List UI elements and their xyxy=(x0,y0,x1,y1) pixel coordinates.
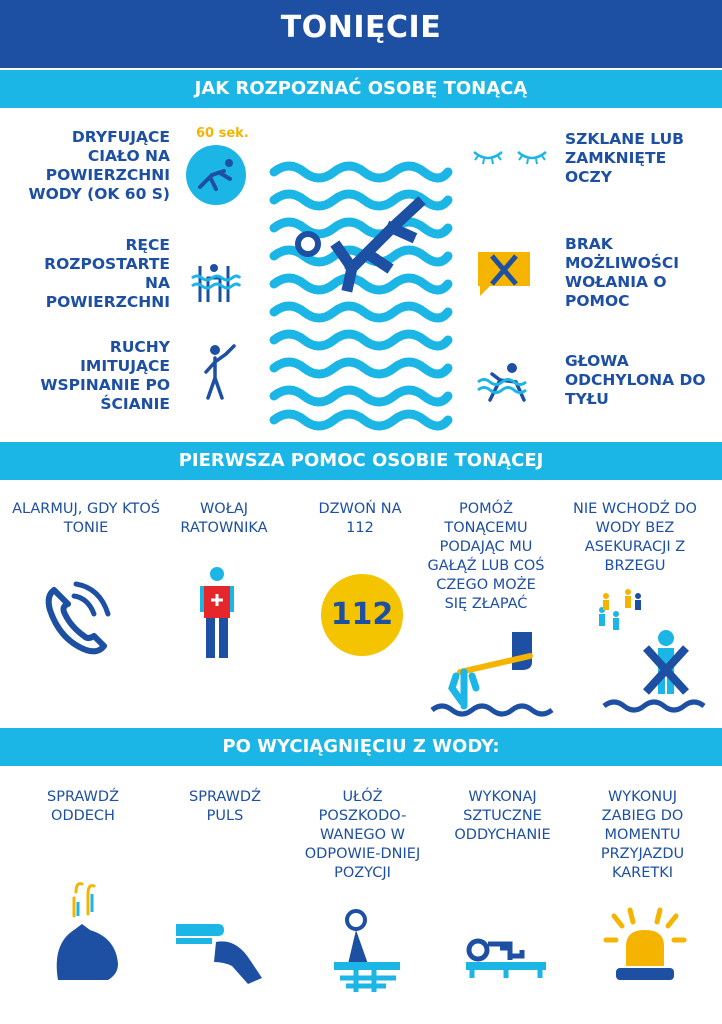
drowning-waves-illustration xyxy=(268,158,452,426)
phone-icon xyxy=(44,580,114,654)
no-entry-water-icon xyxy=(594,586,716,718)
sign-spread-arms-text: RĘCE ROZPOSTARTE NA POWIERZCHNI xyxy=(44,236,170,311)
branch-rescue-icon xyxy=(430,624,556,720)
step-call-lifeguard-text: WOŁAJ RATOWNIKA xyxy=(180,501,268,536)
check-pulse-icon xyxy=(176,918,266,984)
step-position-text: UŁÓŻ POSZKODO-WANEGO W ODPOWIE-DNIEJ POZYCJI xyxy=(304,789,421,881)
ambulance-light-icon xyxy=(606,910,684,982)
step-check-pulse-text: SPRAWDŹ PULS xyxy=(189,789,261,824)
sign-no-call-text: BRAK MOŻLIWOŚCI WOŁANIA O POMOC xyxy=(565,235,680,310)
step-until-ambulance-text: WYKONUJ ZABIEG DO MOMENTU PRZYJAZDU KARETKI xyxy=(600,789,685,881)
recovery-position-icon xyxy=(334,908,400,994)
step-dial-112-text: DZWOŃ NA 112 xyxy=(318,501,402,536)
check-breath-icon xyxy=(52,880,128,986)
step-alarm-text: ALARMUJ, GDY KTOŚ TONIE xyxy=(12,501,160,536)
climbing-motion-icon xyxy=(200,342,240,402)
sign-floating-body-text: DRYFUJĄCE CIAŁO NA POWIERZCHNI WODY (OK 60 S) xyxy=(28,128,170,203)
section-header-first-aid: PIERWSZA POMOC OSOBIE TONĄCEJ xyxy=(0,442,722,480)
lifeguard-icon xyxy=(200,566,234,662)
sign-climbing-text: RUCHY IMITUJĄCE WSPINANIE PO ŚCIANIE xyxy=(40,338,170,413)
section-header-after-rescue: PO WYCIĄGNIĘCIU Z WODY: xyxy=(0,728,722,766)
step-rescue-breathing-text: WYKONAJ SZTUCZNE ODDYCHANIE xyxy=(454,789,551,843)
page-title: TONIĘCIE xyxy=(280,10,442,45)
floating-body-icon xyxy=(186,145,246,205)
step-branch-text: POMÓŻ TONĄCEMU PODAJĄC MU GAŁĄŹ LUB COŚ CZEGO MOŻE SIĘ ZŁAPAĆ xyxy=(427,501,545,612)
sign-closed-eyes-text: SZKLANE LUB ZAMKNIĘTE OCZY xyxy=(565,130,684,186)
no-speech-icon xyxy=(474,248,534,298)
closed-eyes-icon xyxy=(472,148,552,168)
step-no-entry-text: NIE WCHODŹ DO WODY BEZ ASEKURACJI Z BRZEGU xyxy=(573,501,697,574)
spread-arms-icon xyxy=(190,262,238,304)
emergency-number-badge: 112 xyxy=(330,597,394,632)
section-header-recognize: JAK ROZPOZNAĆ OSOBĘ TONĄCĄ xyxy=(0,70,722,108)
sign-head-tilted-text: GŁOWA ODCHYLONA DO TYŁU xyxy=(565,352,706,408)
rescue-breathing-icon xyxy=(466,934,546,980)
sixty-seconds-badge: 60 sek. xyxy=(196,126,249,141)
step-check-breath-text: SPRAWDŹ ODDECH xyxy=(47,789,119,824)
head-tilted-icon xyxy=(476,360,534,406)
